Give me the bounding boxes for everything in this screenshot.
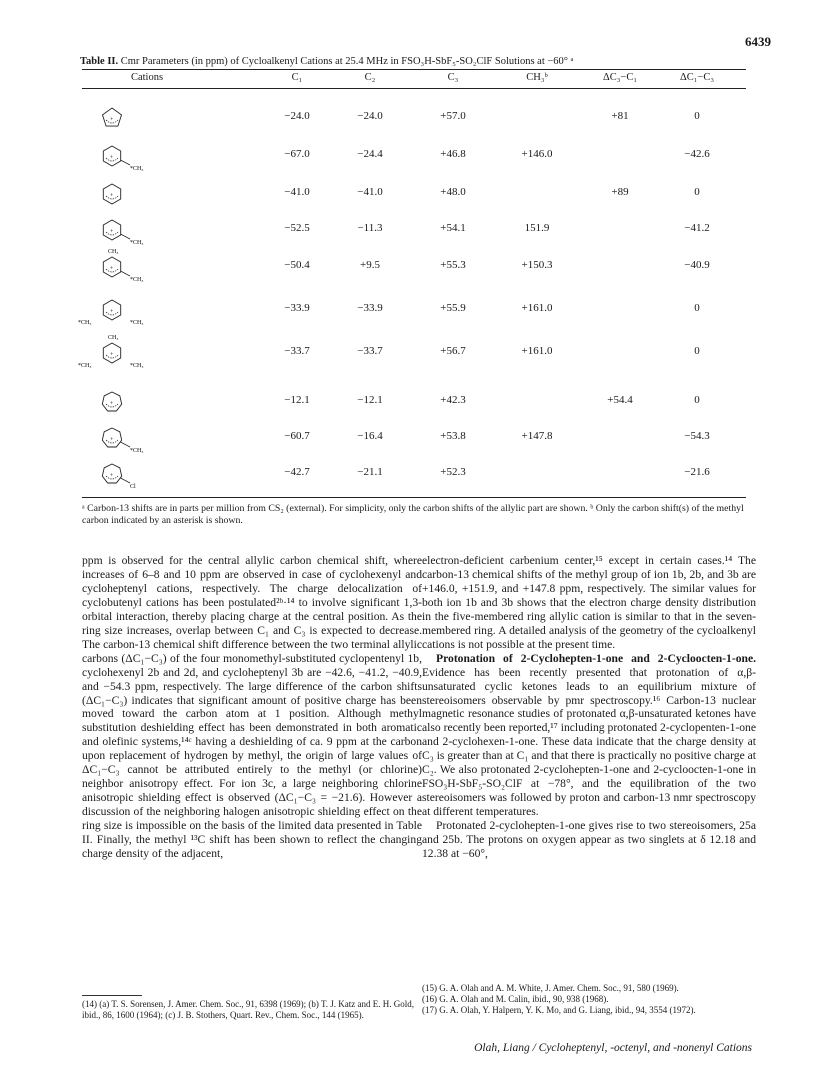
top-methyl-label: CH₃ xyxy=(108,335,119,341)
positive-charge-sign: + xyxy=(110,155,114,161)
cell-d2: 0 xyxy=(694,186,700,198)
cell-d2: 0 xyxy=(694,110,700,122)
cell-c1: −33.9 xyxy=(284,302,310,314)
positive-charge-sign: + xyxy=(110,309,114,315)
cation-structure-icon xyxy=(78,333,190,373)
references-left xyxy=(82,999,422,1021)
cation-structure-icon xyxy=(90,247,190,287)
cell-ch3: 151.9 xyxy=(524,222,550,234)
cell-c2: −24.0 xyxy=(357,110,383,122)
methyl-label: *CH₃ xyxy=(130,166,144,172)
cell-ch3: +161.0 xyxy=(521,345,553,357)
positive-charge-sign: + xyxy=(110,229,114,235)
positive-charge-sign: + xyxy=(110,437,114,443)
table-row xyxy=(82,247,746,287)
positive-charge-sign: + xyxy=(110,266,114,272)
methyl-bond xyxy=(121,442,131,447)
cell-c2: −12.1 xyxy=(357,394,383,406)
section-heading: Protonation of 2-Cyclohepten-1-one and 2-Cycloocten-1-one. xyxy=(436,651,756,665)
methyl-label: *CH₃ xyxy=(130,363,144,369)
cation-structure-icon xyxy=(90,418,190,458)
cell-d2: −54.3 xyxy=(684,430,710,442)
table-row xyxy=(78,290,746,330)
cell-c1: −12.1 xyxy=(284,394,310,406)
positive-charge-sign: + xyxy=(110,473,114,479)
cell-c2: −33.7 xyxy=(357,345,383,357)
positive-charge-sign: + xyxy=(110,117,114,123)
table-title-text: Cmr Parameters (in ppm) of Cycloalkenyl Cations at 25.4 MHz in FSO₃H-SbF₅-SO₂ClF Solutions at −60° ᵃ xyxy=(120,56,574,67)
reference-14: (14) (a) T. S. Sorensen, J. Amer. Chem. Soc., 91, 6398 (1969); (b) T. J. Katz and E. H. Gold, ibid., 86, 1600 (1964); (c) J. B. Stothers, Quart. Rev., Chem. Soc., 144 (1965). xyxy=(82,999,415,1020)
cell-c3: +42.3 xyxy=(440,394,466,406)
right-paragraph-1: electron-deficient carbenium center,¹⁵ except in certain cases.¹⁴ The carbon-13 chemical shifts of the methyl group of ion 1b, 2b, and 3b are +146.0, +151.9, and +147.8 ppm, respectively. The similar values for both ion 1b and 3b shows that the electron charge density distribution in the five-membered ring allylic cation is similar to that in the seven-membered ring. A detailed analysis of the geometry of the cycloalkenyl cations is not possible at the present time. xyxy=(422,554,756,651)
header-cations: Cations xyxy=(130,72,164,83)
page-number: 6439 xyxy=(745,34,771,49)
table-title xyxy=(80,56,770,67)
cell-c1: −33.7 xyxy=(284,345,310,357)
cell-c1: −24.0 xyxy=(284,110,310,122)
cation-structure-icon xyxy=(90,382,190,422)
cell-d2: −21.6 xyxy=(684,466,710,478)
cell-c1: −50.4 xyxy=(284,259,310,271)
cell-c1: −42.7 xyxy=(284,466,310,478)
header-c3: C₃ xyxy=(447,72,459,83)
table-row xyxy=(78,333,746,373)
cation-structure-icon xyxy=(78,290,190,330)
methyl-label: *CH₃ xyxy=(130,277,144,283)
cation-structure-icon xyxy=(90,174,190,214)
cell-c3: +54.1 xyxy=(440,222,466,234)
cell-c3: +56.7 xyxy=(440,345,466,357)
table-row xyxy=(82,98,746,138)
cell-d1: +81 xyxy=(611,110,629,122)
cell-c2: −16.4 xyxy=(357,430,383,442)
left-column xyxy=(82,554,422,861)
table-row xyxy=(82,454,746,494)
methyl-label: *CH₃ xyxy=(78,320,92,326)
table-row xyxy=(82,382,746,422)
cell-c2: −24.4 xyxy=(357,148,383,160)
table-footnote: ᵃ Carbon-13 shifts are in parts per million from CS₂ (external). For simplicity, only the carbon shifts of the allylic part are shown. ᵇ Only the carbon shift(s) of the methyl carbon indicated by an asterisk is shown. xyxy=(82,503,744,526)
methyl-label: *CH₃ xyxy=(130,320,144,326)
cell-c3: +57.0 xyxy=(440,110,466,122)
methyl-bond xyxy=(121,160,131,165)
cell-ch3: +161.0 xyxy=(521,302,553,314)
cell-c1: −41.0 xyxy=(284,186,310,198)
reference-16: (16) G. A. Olah and M. Calin, ibid., 90, 938 (1968). xyxy=(422,994,609,1004)
cell-c1: −60.7 xyxy=(284,430,310,442)
cell-c2: −33.9 xyxy=(357,302,383,314)
cell-c2: −11.3 xyxy=(357,222,383,234)
cell-c2: −41.0 xyxy=(357,186,383,198)
cell-ch3: +150.3 xyxy=(521,259,553,271)
cell-c1: −52.5 xyxy=(284,222,310,234)
methyl-bond xyxy=(121,271,131,276)
table-title-label: Table II. xyxy=(80,56,119,67)
chlorine-label: Cl xyxy=(130,484,136,490)
left-paragraph: ppm is observed for the central allylic carbon chemical shift, where increases of 6–8 and 10 ppm are observed in case of cyclohexenyl and cycloheptenyl cations, respectively. The charge delocalization of cyclobutenyl cations has been postulated²ᵇ·¹⁴ to involve significant 1,3-orbital interaction, thereby placing charge at the central position. As the ring size increases, overlap between C₁ and C₃ is expected to decrease. The carbon-13 chemical shift difference between the two terminal allylic carbons (ΔC₁−C₃) of the four monomethyl-substituted cyclopentenyl 1b, cyclohexenyl 2b and 2d, and cycloheptenyl 3b are −42.6, −41.2, −40.9, and −54.3 ppm, respectively. The large difference of the carbon shifts (ΔC₁−C₃) indicates that significant amount of positive charge has been moved toward the carbon atom at 1 position. Although methyl substitution deshielding effect has been demonstrated in both aromatic and olefinic systems,¹⁴ᶜ having a deshielding of ca. 9 ppm at the carbon upon replacement of hydrogen by methyl, the origin of large values of ΔC₁−C₃ cannot be attributed entirely to the methyl (or chlorine) neighbor anisotropy effect. For ion 3c, a large neighboring chlorine anisotropic shielding effect is observed (ΔC₁−C₃ = −21.6). However a discussion of the neighboring halogen anisotropic shielding effect on the ring size is impossible on the basis of the limited data presented in Table II. Finally, the methyl ¹³C shift has been shown to reflect the changing charge density of the adjacent, xyxy=(82,554,422,861)
cell-d1: +54.4 xyxy=(607,394,633,406)
cell-ch3: +146.0 xyxy=(521,148,553,160)
methyl-label: *CH₃ xyxy=(130,448,144,454)
header-delta-c3-c1: ΔC₃−C₁ xyxy=(602,72,637,83)
cell-ch3: +147.8 xyxy=(521,430,553,442)
table-header-rule xyxy=(82,88,746,89)
right-paragraph-2 xyxy=(422,652,756,819)
table-top-rule xyxy=(82,69,746,70)
cation-structure-icon xyxy=(90,454,190,494)
cell-c3: +46.8 xyxy=(440,148,466,160)
references-right xyxy=(422,983,756,1016)
cell-d2: −40.9 xyxy=(684,259,710,271)
cell-d2: 0 xyxy=(694,345,700,357)
cell-c2: −21.1 xyxy=(357,466,383,478)
table-row xyxy=(82,210,746,250)
table-row xyxy=(82,418,746,458)
cell-c1: −67.0 xyxy=(284,148,310,160)
reference-17: (17) G. A. Olah, Y. Halpern, Y. K. Mo, and G. Liang, ibid., 94, 3554 (1972). xyxy=(422,1005,696,1015)
top-methyl-label: CH₃ xyxy=(108,249,119,255)
cell-d2: 0 xyxy=(694,302,700,314)
cell-c2: +9.5 xyxy=(360,259,380,271)
cell-d2: 0 xyxy=(694,394,700,406)
methyl-bond xyxy=(121,234,131,239)
cell-c3: +55.3 xyxy=(440,259,466,271)
cation-structure-icon xyxy=(90,98,190,138)
cell-d1: +89 xyxy=(611,186,629,198)
header-c1: C₁ xyxy=(291,72,303,83)
reference-15: (15) G. A. Olah and A. M. White, J. Amer. Chem. Soc., 91, 580 (1969). xyxy=(422,983,679,993)
positive-charge-sign: + xyxy=(110,193,114,199)
table-row xyxy=(82,136,746,176)
table-bottom-rule xyxy=(82,497,746,498)
cell-d2: −42.6 xyxy=(684,148,710,160)
methyl-label: *CH₃ xyxy=(78,363,92,369)
cell-c3: +52.3 xyxy=(440,466,466,478)
running-footer: Olah, Liang / Cycloheptenyl, -octenyl, and -nonenyl Cations xyxy=(474,1042,752,1054)
right-paragraph-2-text: Evidence has been recently presented that protonation of α,β-unsaturated cyclic ketones leads to an equilibrium mixture of stereoisomers observable by pmr spectroscopy.¹⁶ Carbon-13 nuclear magnetic resonance studies of protonated α,β-unsaturated ketones have also recently been reported,¹⁷ including protonated 2-cyclopenten-1-one and 2-cyclohexen-1-one. These data indicate that the charge density at C₃ is greater than at C₁ and that there is practically no positive charge at C₂. We also protonated 2-cyclohepten-1-one and 2-cycloocten-1-one in FSO₃H-SbF₅-SO₂ClF at −78°, and the equilibration of the two stereoisomers was followed by proton and carbon-13 nmr spectroscopy at different temperatures. xyxy=(422,665,756,819)
positive-charge-sign: + xyxy=(110,352,114,358)
header-c2: C₂ xyxy=(364,72,376,83)
table-row xyxy=(82,174,746,214)
cell-c3: +53.8 xyxy=(440,430,466,442)
header-delta-c1-c3: ΔC₁−C₃ xyxy=(679,72,714,83)
cation-structure-icon xyxy=(90,210,190,250)
cell-c3: +48.0 xyxy=(440,186,466,198)
footnote-separator-left xyxy=(82,995,142,996)
right-paragraph-3: Protonated 2-cyclohepten-1-one gives rise to two stereoisomers, 25a and 25b. The protons on oxygen appear as two singlets at δ 12.18 and 12.38 at −60°, xyxy=(422,819,756,861)
positive-charge-sign: + xyxy=(110,401,114,407)
header-ch3: CH₃ᵇ xyxy=(526,72,548,83)
cation-structure-icon xyxy=(90,136,190,176)
methyl-label: *CH₃ xyxy=(130,240,144,246)
right-column xyxy=(422,554,756,861)
cell-d2: −41.2 xyxy=(684,222,710,234)
chlorine-bond xyxy=(121,478,131,483)
cell-c3: +55.9 xyxy=(440,302,466,314)
